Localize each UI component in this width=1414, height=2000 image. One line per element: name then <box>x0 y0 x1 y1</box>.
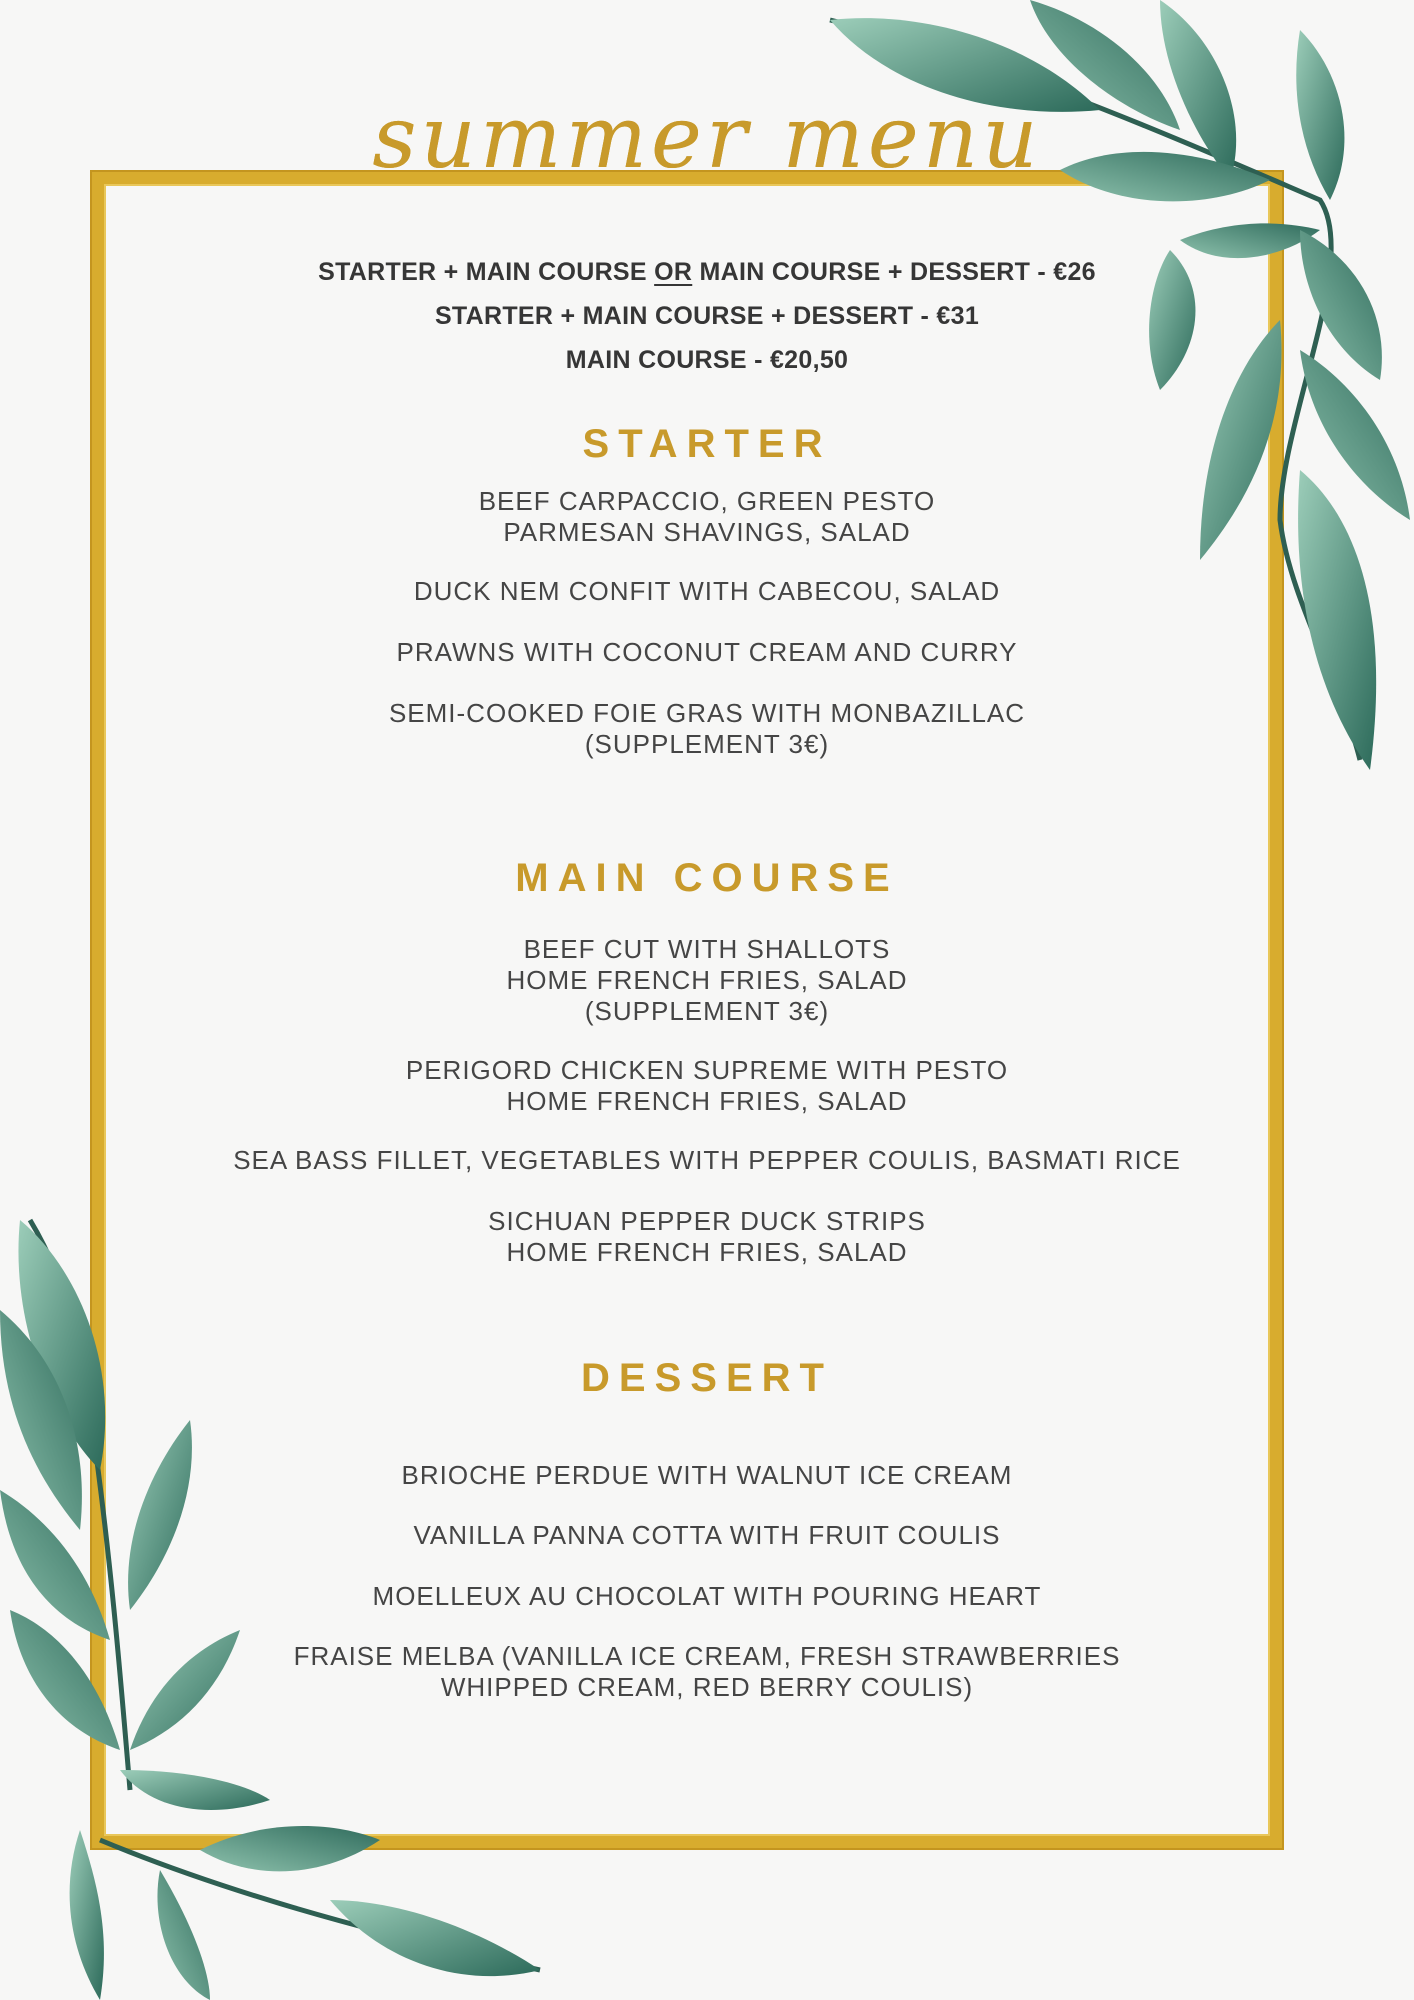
pricing-line-3: MAIN COURSE - €20,50 <box>565 346 849 374</box>
menu-item: PRAWNS WITH COCONUT CREAM AND CURRY <box>396 637 1018 667</box>
menu-item: VANILLA PANNA COTTA WITH FRUIT COULIS <box>413 1520 1001 1550</box>
pricing-line-2: STARTER + MAIN COURSE + DESSERT - €31 <box>434 302 980 330</box>
menu-item: PERIGORD CHICKEN SUPREME WITH PESTO HOME FRENCH FRIES, SALAD <box>405 1055 1009 1116</box>
pricing-line-1-part-b: MAIN COURSE + DESSERT - €26 <box>692 258 1096 286</box>
section-heading-dessert: DESSERT <box>581 1356 833 1400</box>
menu-item: SEMI-COOKED FOIE GRAS WITH MONBAZILLAC (SUPPLEMENT 3€) <box>388 698 1026 759</box>
menu-title: summer menu <box>372 88 1042 188</box>
menu-item: SICHUAN PEPPER DUCK STRIPS HOME FRENCH FRIES, SALAD <box>488 1206 926 1267</box>
menu-item: BEEF CARPACCIO, GREEN PESTO PARMESAN SHAVINGS, SALAD <box>478 486 936 547</box>
menu-item: FRAISE MELBA (VANILLA ICE CREAM, FRESH STRAWBERRIES WHIPPED CREAM, RED BERRY COULIS) <box>293 1641 1121 1702</box>
menu-item: DUCK NEM CONFIT WITH CABECOU, SALAD <box>413 576 1001 606</box>
pricing-or-word: OR <box>654 258 693 286</box>
section-heading-main-course: MAIN COURSE <box>515 856 899 900</box>
pricing-line-1 <box>0 258 1414 287</box>
section-heading-starter: STARTER <box>582 422 832 466</box>
menu-item: BEEF CUT WITH SHALLOTS HOME FRENCH FRIES, SALAD (SUPPLEMENT 3€) <box>506 934 908 1026</box>
menu-item: MOELLEUX AU CHOCOLAT WITH POURING HEART <box>372 1581 1042 1611</box>
pricing-line-1-part-a: STARTER + MAIN COURSE <box>318 258 655 286</box>
menu-item: SEA BASS FILLET, VEGETABLES WITH PEPPER COULIS, BASMATI RICE <box>233 1145 1181 1175</box>
menu-item: BRIOCHE PERDUE WITH WALNUT ICE CREAM <box>401 1460 1013 1490</box>
